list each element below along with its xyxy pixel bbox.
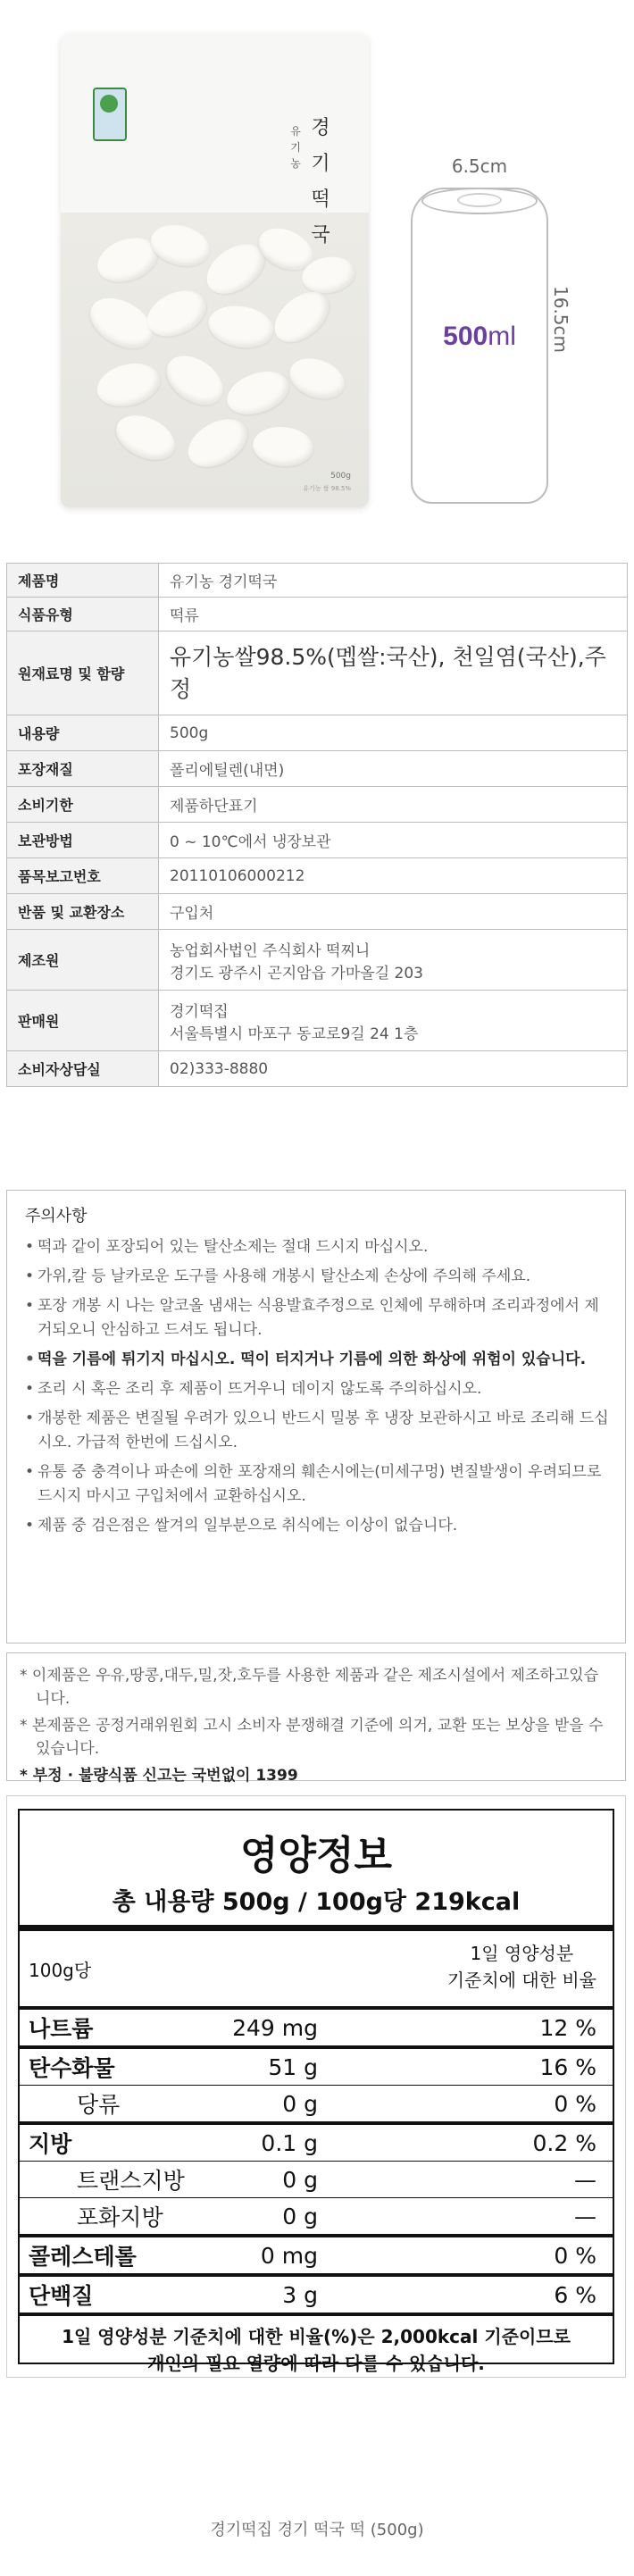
nutrition-row <box>20 2162 613 2198</box>
nutrient-percent: 16 % <box>539 2053 596 2080</box>
info-label: 보관방법 <box>7 823 159 858</box>
info-value: 구입처 <box>159 894 628 930</box>
nutrient-name: 단백질 <box>29 2283 94 2309</box>
info-label: 원재료명 및 함량 <box>7 631 159 715</box>
table-row <box>7 823 628 858</box>
can-height-label: 16.5cm <box>550 286 571 354</box>
info-value <box>159 930 628 991</box>
table-row <box>7 564 628 598</box>
notice-line: * 본제품은 공정거래위원회 고시 소비자 분쟁해결 기준에 의거, 교환 또는 보상을 받을 수 있습니다. <box>20 1717 604 1758</box>
info-value-line: 경기떡집 <box>170 1002 229 1021</box>
list-item: • 떡과 같이 포장되어 있는 탈산소제는 절대 드시지 마십시오. <box>20 1235 613 1259</box>
size-comparison <box>393 143 616 518</box>
info-label: 소비기한 <box>7 787 159 823</box>
rice-cake-slice <box>157 346 232 415</box>
notice-line: * 부정 · 불량식품 신고는 국번없이 1399 <box>20 1767 298 1785</box>
nutrient-name: 당류 <box>77 2092 121 2118</box>
info-label: 품목보고번호 <box>7 858 159 894</box>
caution-title: 주의사항 <box>25 1207 88 1225</box>
list-item: • 떡을 기름에 튀기지 마십시오. 떡이 터지거나 기름에 의한 화상에 위험이 있습니다. <box>20 1348 613 1372</box>
table-row <box>7 715 628 751</box>
rice-cake-slice <box>251 424 315 469</box>
table-row <box>7 930 628 991</box>
info-label: 포장재질 <box>7 751 159 787</box>
package-subtitle: 유기농 <box>290 125 301 170</box>
info-label: 제품명 <box>7 564 159 598</box>
nutrient-percent: 0 % <box>554 2090 596 2117</box>
table-row <box>7 751 628 787</box>
nutrient-amount: 3 g <box>282 2281 318 2308</box>
organic-certification-logo <box>93 88 127 141</box>
nutrition-row <box>20 2198 613 2237</box>
can-width-label: 6.5cm <box>451 155 508 177</box>
notice-box <box>6 1652 626 1785</box>
info-value: 유기농쌀98.5%(멥쌀:국산), 천일염(국산),주정 <box>159 631 628 715</box>
info-value: 02)333-8880 <box>159 1051 628 1087</box>
nutrient-amount: 0 g <box>282 2203 318 2229</box>
nutrient-name: 포화지방 <box>77 2204 163 2230</box>
info-value: 500g <box>159 715 628 751</box>
nutrition-row <box>20 2010 613 2049</box>
rice-cake-slice <box>92 356 164 413</box>
table-row <box>7 787 628 823</box>
product-hero <box>0 0 634 536</box>
caution-list <box>20 1235 613 1538</box>
rice-cake-slice <box>146 219 214 272</box>
nutrient-amount: 0 g <box>282 2090 318 2117</box>
nutrient-amount: 249 mg <box>232 2014 318 2041</box>
list-item: • 가위,칼 등 날카로운 도구를 사용해 개봉시 탈산소제 손상에 주의해 주세요. <box>20 1265 613 1289</box>
package-small-text: 유기농 쌀 98.5% <box>303 485 351 492</box>
list-item: • 포장 개봉 시 나는 알코올 냄새는 식용발효주정으로 인체에 무해하며 조리과정에서 제거되오니 안심하고 드셔도 됩니다. <box>20 1294 613 1342</box>
nutrient-name: 지방 <box>29 2131 72 2157</box>
nutrient-amount: 0 g <box>282 2166 318 2193</box>
nutrition-footnote: 1일 영양성분 기준치에 대한 비율(%)은 2,000kcal 기준이므로 개인의 필요 열량에 따라 다를 수 있습니다. <box>62 2326 571 2374</box>
nutrient-name: 트랜스지방 <box>77 2168 185 2194</box>
table-row <box>7 631 628 715</box>
nutrient-amount: 0.1 g <box>261 2129 318 2156</box>
notice-line: * 이제품은 우유,땅콩,대두,밀,잣,호두를 사용한 제품과 같은 제조시설에서 제조하고있습니다. <box>20 1667 599 1708</box>
nutrient-percent: — <box>574 2166 596 2193</box>
table-row <box>7 894 628 930</box>
nutrition-row <box>20 2049 613 2086</box>
nutrient-percent: — <box>574 2203 596 2229</box>
rice-cake-slice <box>205 301 278 353</box>
info-label: 소비자상담실 <box>7 1051 159 1087</box>
table-row <box>7 991 628 1051</box>
nutrient-amount: 51 g <box>268 2053 318 2080</box>
list-item: • 유통 중 충격이나 파손에 의한 포장재의 훼손시에는(미세구멍) 변질발생이 우려되므로 드시지 마시고 구입처에서 교환하십시오. <box>20 1460 613 1509</box>
daily-value-header: 1일 영양성분 기준치에 대한 비율 <box>446 1943 596 1991</box>
nutrition-header-row <box>20 1931 613 2010</box>
nutrition-row <box>20 2237 613 2277</box>
rice-cake-slice <box>284 351 351 406</box>
nutrition-total: 총 내용량 500g / 100g당 219kcal <box>20 1882 613 1931</box>
rice-cake-slice <box>179 409 255 477</box>
product-info-table <box>6 563 628 1087</box>
info-value <box>159 991 628 1051</box>
per-100g-label: 100g당 <box>29 1960 92 1981</box>
rice-cake-slice <box>221 364 296 422</box>
nutrition-row <box>20 2125 613 2162</box>
list-item: • 제품 중 검은점은 쌀겨의 일부분으로 취식에는 이상이 없습니다. <box>20 1514 613 1538</box>
info-label: 내용량 <box>7 715 159 751</box>
nutrient-name: 콜레스테롤 <box>29 2244 137 2270</box>
package-name: 경기떡국 <box>311 117 330 247</box>
info-value-line: 농업회사법인 주식회사 떡찌니 <box>170 941 371 960</box>
table-row <box>7 1051 628 1087</box>
nutrition-title: 영양정보 <box>239 1833 392 1878</box>
nutrient-name: 탄수화물 <box>29 2055 115 2081</box>
nutrient-percent: 6 % <box>554 2281 596 2308</box>
table-row <box>7 858 628 894</box>
nutrient-percent: 12 % <box>539 2014 596 2041</box>
info-value-line: 경기도 광주시 곤지암읍 가마올길 203 <box>170 964 423 983</box>
info-label: 판매원 <box>7 991 159 1051</box>
nutrition-row <box>20 2086 613 2125</box>
info-value: 제품하단표기 <box>159 787 628 823</box>
rice-cake-slice <box>109 406 182 468</box>
info-label: 식품유형 <box>7 598 159 631</box>
package-weight: 500g <box>330 472 351 481</box>
product-package-image <box>61 34 369 507</box>
can-volume-label: 500ml <box>443 322 516 351</box>
caution-box <box>6 1190 626 1643</box>
info-value: 떡류 <box>159 598 628 631</box>
info-label: 제조원 <box>7 930 159 991</box>
nutrient-name: 나트륨 <box>29 2016 94 2042</box>
nutrient-amount: 0 mg <box>260 2242 318 2269</box>
info-value: 0 ~ 10℃에서 냉장보관 <box>159 823 628 858</box>
table-row <box>7 598 628 631</box>
info-value: 유기농 경기떡국 <box>159 564 628 598</box>
product-caption: 경기떡집 경기 떡국 떡 (500g) <box>210 2521 424 2539</box>
nutrition-panel <box>18 1809 614 2374</box>
nutrient-percent: 0 % <box>554 2242 596 2269</box>
nutrient-percent: 0.2 % <box>532 2129 596 2156</box>
info-label: 반품 및 교환장소 <box>7 894 159 930</box>
info-value: 20110106000212 <box>159 858 628 894</box>
info-value-line: 서울특별시 마포구 동교로9길 24 1층 <box>170 1025 419 1043</box>
nutrition-facts <box>6 1795 626 2378</box>
list-item: • 개봉한 제품은 변질될 우려가 있으니 반드시 밀봉 후 냉장 보관하시고 바로 조리해 드십시오. 가급적 한번에 드십시오. <box>20 1407 613 1455</box>
info-value: 폴리에틸렌(내면) <box>159 751 628 787</box>
list-item: • 조리 시 혹은 조리 후 제품이 뜨거우니 데이지 않도록 주의하십시오. <box>20 1377 613 1401</box>
nutrition-row <box>20 2277 613 2316</box>
